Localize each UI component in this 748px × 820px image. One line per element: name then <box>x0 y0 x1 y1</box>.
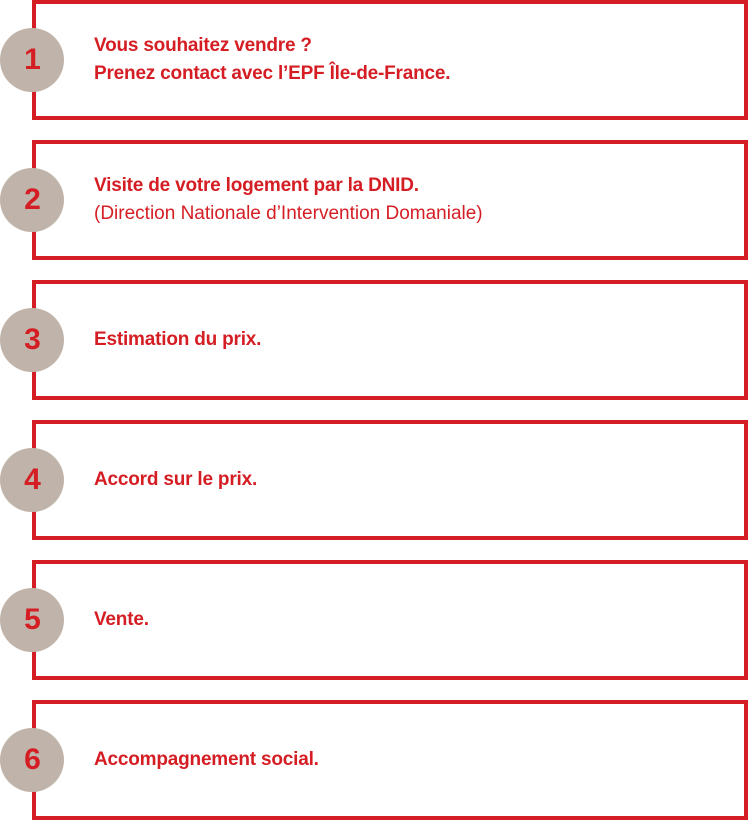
step-number-badge: 2 <box>0 168 64 232</box>
step-item <box>0 420 748 540</box>
step-title-line: Prenez contact avec l’EPF Île-de-France. <box>94 63 451 84</box>
step-number-badge: 6 <box>0 728 64 792</box>
step-item <box>0 700 748 820</box>
step-title-line: Accord sur le prix. <box>94 469 258 490</box>
step-number-badge: 1 <box>0 28 64 92</box>
step-text <box>94 420 714 540</box>
step-subtitle-line: (Direction Nationale d’Intervention Domaniale) <box>94 203 483 224</box>
step-title-line: Vente. <box>94 609 149 630</box>
step-title-line: Accompagnement social. <box>94 749 319 770</box>
step-text <box>94 560 714 680</box>
step-title-line: Estimation du prix. <box>94 329 262 350</box>
step-item <box>0 280 748 400</box>
step-item <box>0 560 748 680</box>
step-text <box>94 700 714 820</box>
step-number-badge: 4 <box>0 448 64 512</box>
step-title-line: Visite de votre logement par la DNID. <box>94 175 419 196</box>
step-text <box>94 0 714 120</box>
step-text <box>94 140 714 260</box>
step-item <box>0 140 748 260</box>
step-text <box>94 280 714 400</box>
step-number-badge: 3 <box>0 308 64 372</box>
step-number-badge: 5 <box>0 588 64 652</box>
step-item <box>0 0 748 120</box>
step-title-line: Vous souhaitez vendre ? <box>94 35 312 56</box>
